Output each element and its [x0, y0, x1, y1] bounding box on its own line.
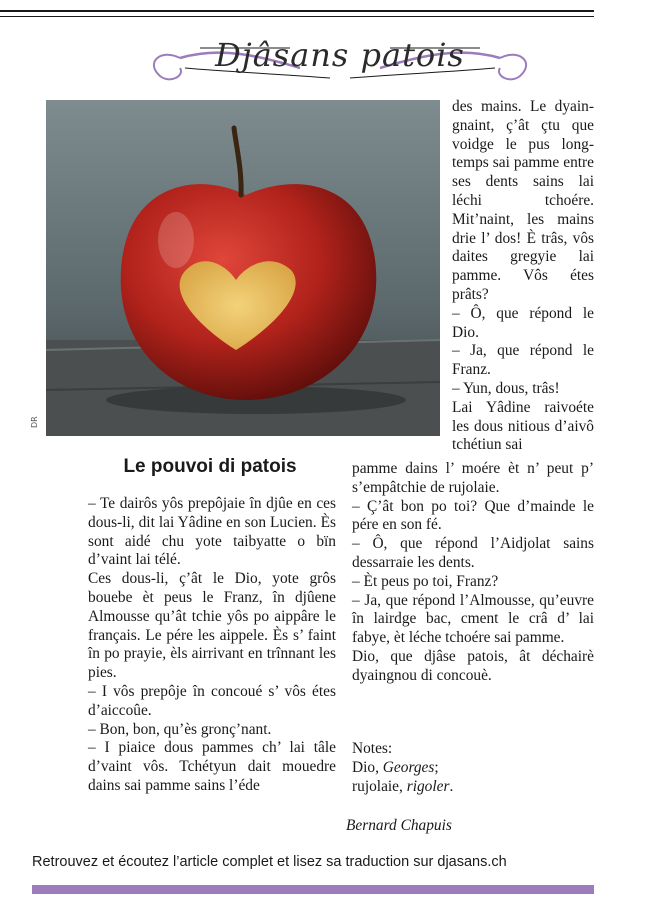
paragraph: – I vôs prepôje în concoué s’ vôs étes d’aiccoûe.: [88, 682, 336, 719]
note-item: Dio, Georges;: [352, 758, 439, 776]
paragraph: – Ç’ât bon po toi? Que d’mainde le pére en son fé.: [352, 497, 594, 534]
article-column-1: [88, 495, 336, 796]
paragraph: – Ja, que répond le Franz.: [452, 342, 594, 379]
paragraph: pamme dains l’ moére èt n’ peut p’ s’empâtchie de rujolaie.: [352, 460, 594, 496]
author-byline: Bernard Chapuis: [346, 817, 452, 834]
masthead-banner: [140, 28, 540, 88]
notes-heading: Notes:: [352, 740, 393, 757]
paragraph: Ces dous-li, ç’ât le Dio, yote grôs bouebe èt peus le Franz, în djûene Almousse qu’ât tchie yôs po aippâre le français. Le pére les aippele. Ès s’ faint în po prayie, èls airrivant en trînnant les pies.: [88, 570, 336, 682]
note-word: Dio: [352, 758, 376, 776]
paragraph: Dio, que djâse patois, ât déchairè dyaingnou di concouè.: [352, 647, 594, 684]
article-column-2-bottom: [352, 460, 594, 686]
apple-photo: [46, 100, 440, 436]
paragraph: – Èt peus po toi, Franz?: [352, 572, 499, 590]
top-rule-thick: [0, 10, 594, 12]
paragraph: – Te dairôs yôs prepôjaie în djûe en ces dous-li, dit lai Yâdine en son Lucien. Ès sont aidé chu yote taibyatte o bïn d’vaint lai télé.: [88, 495, 336, 569]
note-item: rujolaie, rigoler.: [352, 777, 454, 795]
note-gloss: Georges: [382, 758, 435, 776]
paragraph: – Ô, que répond l’Aidjolat sains dessarraie les dents.: [352, 535, 594, 571]
paragraph: Lai Yâdine raivoéte les dous nitious d’aivô tchétiun sai: [452, 398, 594, 454]
top-rule-thin: [0, 16, 594, 17]
article-headline: Le pouvoi di patois: [123, 456, 297, 477]
footer-accent-bar: [32, 885, 594, 894]
notes-block: [352, 740, 594, 796]
paragraph: des mains. Le dyaingnaint, ç’ât çtu que voidge le pus longtemps sai pamme entre ses dents sains lai léchi tchoére. Mit’naint, les mains drie l’ dos! È trâs, vôs daites gregyie lai pamme. Vôs étes prâts?: [452, 98, 594, 303]
photo-credit: DR: [30, 416, 39, 428]
article-column-2-top: [452, 98, 594, 455]
paragraph: – Ô, que répond le Dio.: [452, 304, 594, 341]
paragraph: – I piaice dous pammes ch’ lai tâle d’vaint vôs. Tchétyun dait mouedre dains sai pamme sains l’éde: [88, 739, 336, 794]
masthead-title: Djâsans patois: [215, 36, 465, 74]
paragraph: – Bon, bon, qu’ès gronç’nant.: [88, 720, 272, 738]
note-word: rujolaie: [352, 777, 400, 795]
footer-link-text[interactable]: Retrouvez et écoutez l’article complet et lisez sa traduction sur djasans.ch: [32, 854, 507, 870]
paragraph: – Yun, dous, trâs!: [452, 379, 560, 397]
paragraph: – Ja, que répond l’Almousse, qu’euvre în lairdge bac, cment le crâ d’ lai fabye, èt léche tchoére sai pamme.: [352, 591, 594, 647]
note-gloss: rigoler: [406, 777, 450, 795]
